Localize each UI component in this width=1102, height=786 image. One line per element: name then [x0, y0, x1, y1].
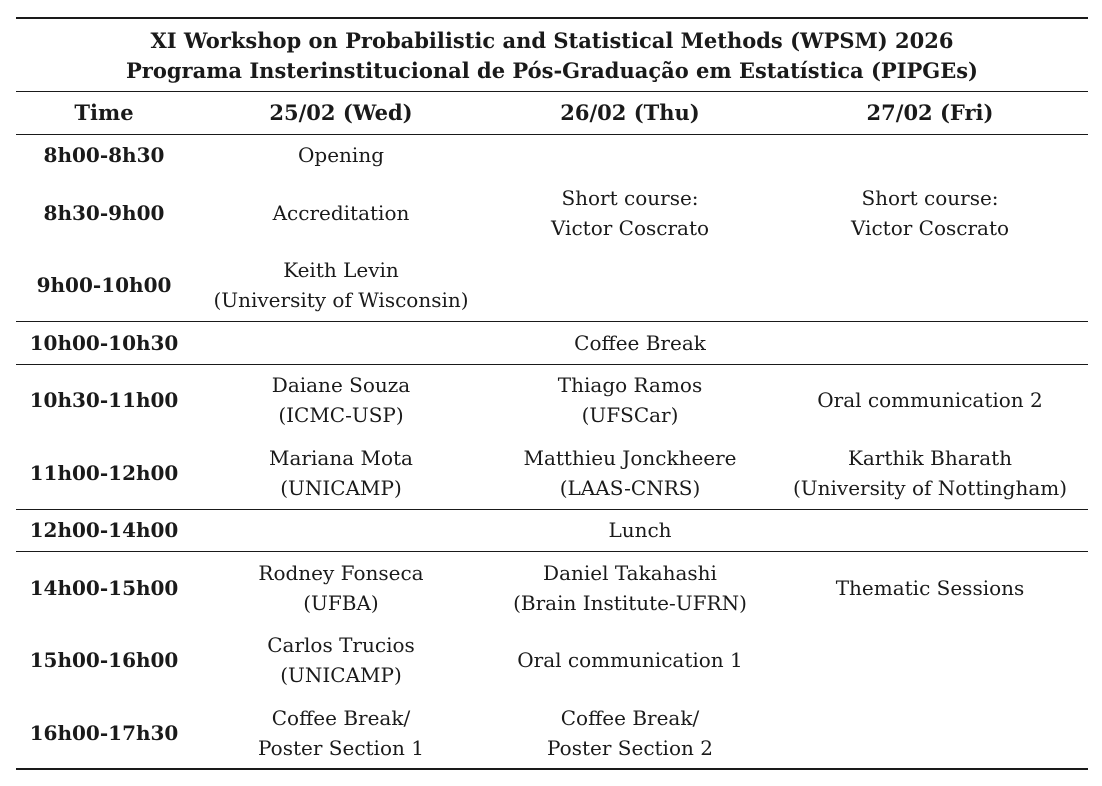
- time-slot: 10h30-11h00: [29, 388, 179, 412]
- speaker-affiliation: (LAAS-CNRS): [559, 476, 701, 500]
- session-line: Coffee Break/: [560, 706, 700, 730]
- time-slot: 10h00-10h30: [29, 331, 179, 355]
- talk-matthieu-jonckheere: [523, 443, 736, 503]
- session-line: Poster Section 1: [258, 736, 424, 760]
- speaker-affiliation: (ICMC-USP): [278, 403, 404, 427]
- speaker-affiliation: (UFSCar): [581, 403, 679, 427]
- time-slot: 12h00-14h00: [29, 518, 179, 542]
- session-short-course-day3: [851, 183, 1009, 243]
- talk-rodney-fonseca: [258, 558, 423, 618]
- speaker-affiliation: (UFBA): [303, 591, 379, 615]
- speaker-affiliation: (UNICAMP): [280, 476, 402, 500]
- bottom-rule: [16, 768, 1088, 770]
- speaker-name: Rodney Fonseca: [258, 561, 424, 585]
- session-short-course-day2: [551, 183, 709, 243]
- talk-daiane-souza: [272, 370, 410, 430]
- session-lunch: Lunch: [608, 518, 672, 542]
- time-slot: 14h00-15h00: [29, 576, 179, 600]
- header-day1: 25/02 (Wed): [269, 100, 413, 125]
- talk-mariana-mota: [269, 443, 413, 503]
- speaker-name: Keith Levin: [283, 258, 399, 282]
- speaker-affiliation: (Brain Institute-UFRN): [513, 591, 747, 615]
- speaker-name: Daniel Takahashi: [543, 561, 717, 585]
- talk-daniel-takahashi: [513, 558, 747, 618]
- time-slot: 16h00-17h30: [29, 721, 179, 745]
- speaker-name: Karthik Bharath: [847, 446, 1013, 470]
- session-line: Short course:: [561, 186, 699, 210]
- title-rule: [16, 91, 1088, 92]
- session-coffee-break: Coffee Break: [574, 331, 706, 355]
- session-coffee-poster-2: [547, 703, 713, 763]
- time-slot: 8h00-8h30: [43, 143, 165, 167]
- session-thematic: Thematic Sessions: [835, 576, 1025, 600]
- session-line: Poster Section 2: [547, 736, 713, 760]
- top-rule: [16, 17, 1088, 19]
- header-time: Time: [74, 100, 134, 125]
- talk-keith-levin: [213, 255, 468, 315]
- header-day3: 27/02 (Fri): [866, 100, 994, 125]
- session-oral-communication-1: Oral communication 1: [517, 648, 743, 672]
- session-line: Victor Coscrato: [550, 216, 710, 240]
- speaker-name: Carlos Trucios: [267, 633, 415, 657]
- speaker-name: Mariana Mota: [269, 446, 413, 470]
- session-line: Victor Coscrato: [850, 216, 1010, 240]
- session-coffee-poster-1: [258, 703, 424, 763]
- time-slot: 9h00-10h00: [36, 273, 172, 297]
- header-rule: [16, 134, 1088, 135]
- time-slot: 15h00-16h00: [29, 648, 179, 672]
- speaker-name: Matthieu Jonckheere: [523, 446, 737, 470]
- header-day2: 26/02 (Thu): [560, 100, 700, 125]
- row-rule: [16, 321, 1088, 322]
- time-slot: 11h00-12h00: [29, 461, 179, 485]
- row-rule: [16, 551, 1088, 552]
- speaker-name: Daiane Souza: [271, 373, 411, 397]
- row-rule: [16, 364, 1088, 365]
- session-accreditation: Accreditation: [272, 201, 410, 225]
- table-title-line2: Programa Insterinstitucional de Pós-Graduação em Estatística (PIPGEs): [126, 58, 978, 83]
- session-line: Short course:: [861, 186, 999, 210]
- session-opening: Opening: [298, 143, 384, 167]
- talk-carlos-trucios: [267, 630, 415, 690]
- talk-karthik-bharath: [793, 443, 1067, 503]
- speaker-affiliation: (University of Nottingham): [792, 476, 1068, 500]
- session-oral-communication-2: Oral communication 2: [817, 388, 1043, 412]
- speaker-affiliation: (UNICAMP): [280, 663, 402, 687]
- session-line: Coffee Break/: [271, 706, 411, 730]
- talk-thiago-ramos: [558, 370, 702, 430]
- table-title-line1: XI Workshop on Probabilistic and Statistical Methods (WPSM) 2026: [150, 28, 954, 53]
- speaker-name: Thiago Ramos: [557, 373, 703, 397]
- row-rule: [16, 509, 1088, 510]
- time-slot: 8h30-9h00: [43, 201, 165, 225]
- speaker-affiliation: (University of Wisconsin): [213, 288, 469, 312]
